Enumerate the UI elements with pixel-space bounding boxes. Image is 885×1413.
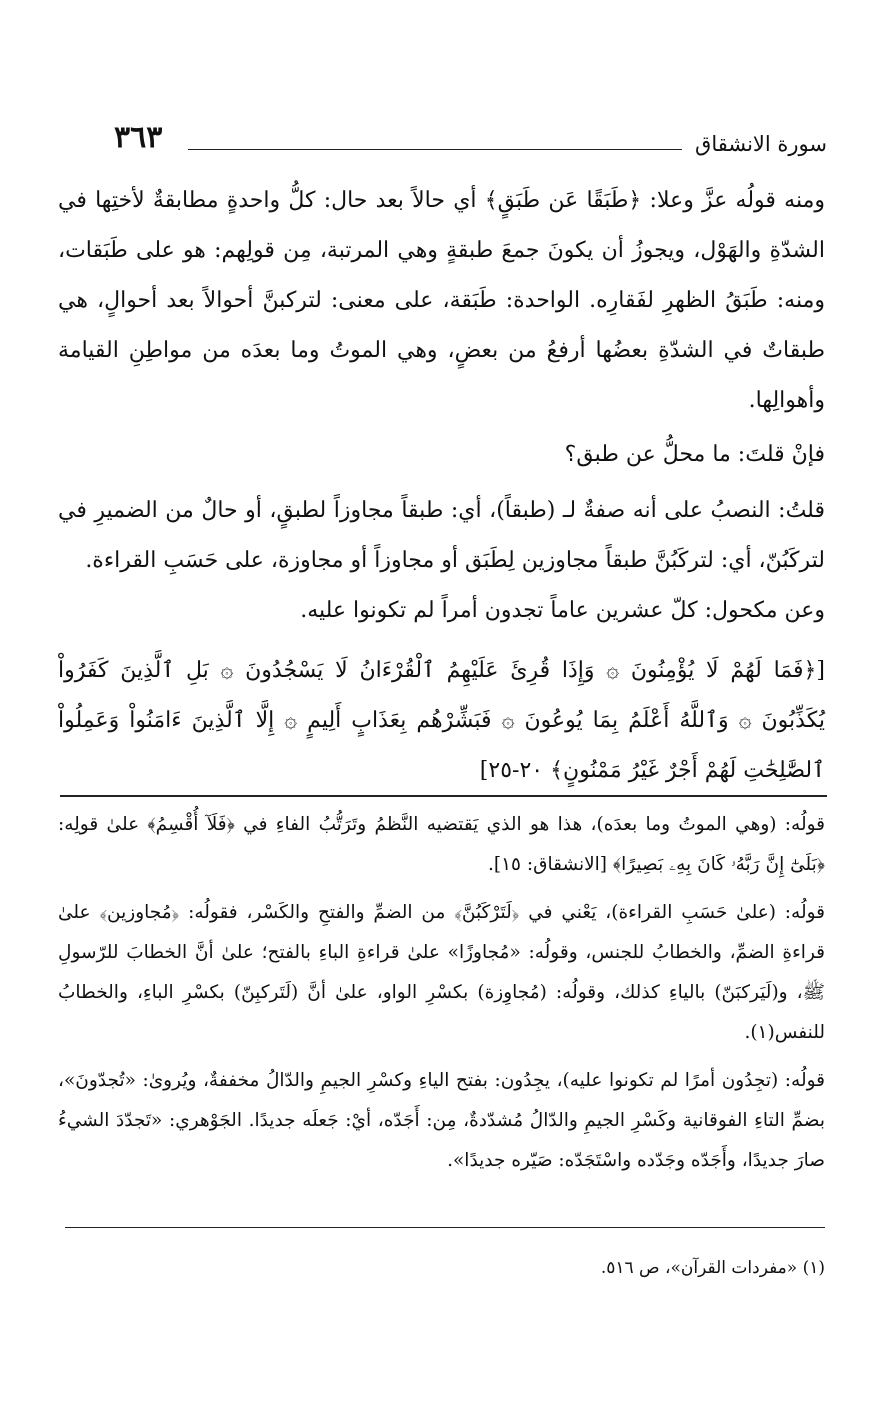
- main-paragraph-makhul: وعن مكحول: كلّ عشرين عاماً تجدون أمراً لم تكونوا عليه.: [300, 598, 825, 623]
- quran-verses: [﴿فَمَا لَهُمْ لَا يُؤْمِنُونَ ۞ وَإِذَا قُرِئَ عَلَيْهِمُ ٱلْقُرْءَانُ لَا يَسْجُدُونَ ۞ بَلِ ٱلَّذِينَ كَفَرُواْ يُكَذِّبُونَ ۞ وَٱللَّهُ أَعْلَمُ بِمَا يُوعُونَ ۞ فَبَشِّرْهُم بِعَذَابٍ أَلِيمٍ ۞ إِلَّا ٱلَّذِينَ ءَامَنُواْ وَعَمِلُواْ ٱلصَّٰلِحَٰتِ لَهُمْ أَجْرٌ غَيْرُ مَمْنُونٍ﴾ ٢٠-٢٥]: [58, 658, 825, 783]
- page-number: ٣٦٣: [114, 120, 163, 155]
- commentary-paragraph-3: قولُه: (تجِدُون أمرًا لم تكونوا عليه)، يجِدُون: بفتح الياءِ وكسْرِ الجيمِ والدّالُ مخففةٌ، ويُروىٰ: «تُجدّونَ»، بضمِّ التاءِ الفوقانية وكَسْرِ الجيمِ والدّالُ مُشدّدةٌ، مِن: أَجَدّه، أيْ: جَعلَه جديدًا. الجَوْهري: «تَجدّدَ الشيءُ صارَ جديدًا، وأَجَدّه وجَدّده واسْتَجَدّه: صَيّره جديدًا».: [58, 1070, 825, 1171]
- commentary-section: [58, 805, 825, 1189]
- main-paragraph-question: فإنْ قلتَ: ما محلُّ عن طبق؟: [564, 442, 825, 467]
- surah-title: سورة الانشقاق: [695, 132, 827, 156]
- commentary-paragraph-2: قولُه: (علىٰ حَسَبِ القراءة)، يَعْني في ﴿لَتَرْكَبُنَّ﴾ من الضمِّ والفتحِ والكَسْر، فقولُه: ﴿مُجاوزين﴾ علىٰ قراءةِ الضمِّ، والخطابُ للجنس، وقولُه: «مُجاوزًا» علىٰ قراءةِ الباءِ بالفتح؛ علىٰ أنَّ الخطابَ للرّسولِ ﷺ، و(لَيَركبَنّ) بالياءِ كذلك، وقولُه: (مُجاوِزة) بكسْرِ الواو، علىٰ أنَّ (لَتَركبِنّ) بكسْرِ الباءِ، والخطابُ للنفس(١).: [58, 902, 825, 1043]
- main-paragraph-1: ومنه قولُه عزَّ وعلا: ﴿طَبَقًا عَن طَبَقٍ﴾ أي حالاً بعد حال: كلُّ واحدةٍ مطابقةٌ لأختِها في الشدّةِ والهَوْل، ويجوزُ أن يكونَ جمعَ طبقةٍ وهي المرتبة، مِن قولِهم: هو على طَبَقات، ومنه: طَبَقُ الظهرِ لفَقارِه. الواحدة: طَبَقة، على معنى: لتركبنَّ أحوالاً بعد أحوالٍ، هي طبقاتٌ في الشدّةِ بعضُها أرفعُ من بعضٍ، وهي الموتُ وما بعدَه من مواطِنِ القيامة وأهوالِها.: [58, 188, 825, 413]
- main-text: [58, 176, 825, 818]
- section-divider: [60, 795, 827, 797]
- footnote: (١) «مفردات القرآن»، ص ٥١٦.: [600, 1258, 825, 1278]
- page-header: [108, 118, 827, 168]
- footnote-divider: [65, 1227, 825, 1228]
- header-divider: [188, 149, 682, 150]
- commentary-paragraph-1: قولُه: (وهي الموتُ وما بعدَه)، هذا هو الذي يَقتضيه النَّظمُ وتَرَتُّبُ الفاءِ في ﴿فَلَآ أُقْسِمُ﴾ علىٰ قولِه: ﴿بَلَىٰٓ إِنَّ رَبَّهُۥ كَانَ بِهِۦ بَصِيرًا﴾ [الانشقاق: ١٥].: [58, 814, 825, 875]
- main-paragraph-answer: قلتُ: النصبُ على أنه صفةٌ لـ (طبقاً)، أي: طبقاً مجاوزاً لطبقٍ، أو حالٌ من الضميرِ في لتركَبُنّ، أي: لتركَبُنَّ طبقاً مجاوزين لِطَبَق أو مجاوزاً أو مجاوزة، على حَسَبِ القراءة.: [58, 498, 825, 573]
